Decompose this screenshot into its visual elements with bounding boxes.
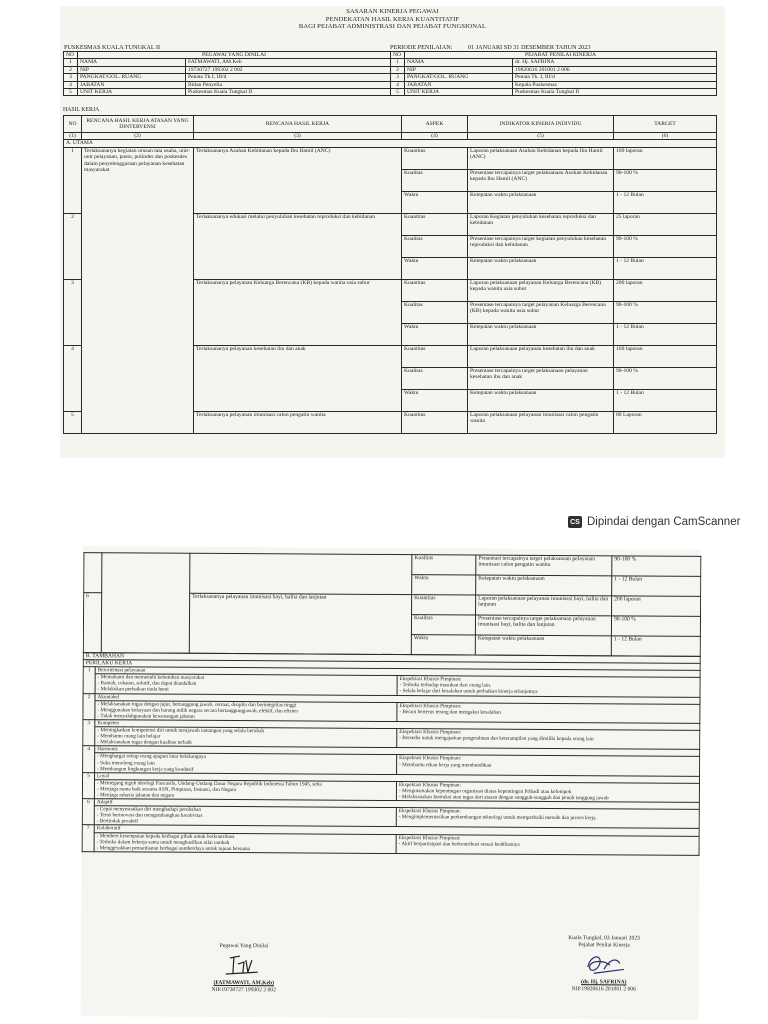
signature-left-nip: NIP.19730727 199302 2 002 [211,986,276,994]
perilaku-behavior-line: - Suka menolong orang lain [97,759,155,767]
header-line-2: PENDEKATAN HASIL KERJA KUANTITATIF [325,15,460,23]
signature-left [189,943,299,995]
header-rencana-atasan: RENCANA HASIL KERJA ATASAN YANG DINTERVENSI [82,116,194,133]
signature-right [539,935,669,994]
perilaku-behavior-line: - Terus berinovasi dan mengembangkan kreativitas [96,812,203,820]
period-label: PERIODE PENILAIAN: [390,44,453,51]
expectation-line: Ekspektasi Khusus Pimpinan: [399,676,462,683]
perilaku-behavior-line: - Tidak menyalahgunakan kewenangan jabatan [97,713,195,720]
expectation-line: Ekspektasi Khusus Pimpinan: [399,729,462,736]
info-right-title: PEJABAT PENILAI KINERJA [405,52,717,59]
target-cell: 90-100 % [611,616,700,637]
item-number: 5 [64,411,82,433]
perilaku-expectation [396,808,699,829]
header-aspek: ASPEK [402,116,468,133]
perilaku-behaviors [95,753,397,774]
header-target: TARGET [614,116,717,133]
expectation-line: Ekspektasi Khusus Pimpinan: [399,755,462,762]
aspek-cell: Kualitas [402,169,468,191]
expectation-line: Ekspektasi Khusus Pimpinan: [398,781,461,789]
perilaku-behavior-line: - Meningkatkan kompetensi diri untuk menjawab tantangan yang selalu berubah [97,727,265,735]
perilaku-behavior-line: - Melaksanakan tugas dengan jujur, bertanggung jawab, cermat, disiplin dan berintegritas tinggi [97,700,297,709]
expectation-line: - Berani berterus terang dan mengakui kesalahan [399,708,501,716]
indikator-cell: Presentase tercapainya target pelaksanaan Asuhan Kebidanan kepada Ibu Hamil (ANC) [468,169,614,191]
target-cell: 80 Laporan [614,411,717,433]
column-number: (1) [64,133,82,140]
rencana-hasil-kerja: Terlaksananya pelayanan imunisasi bayi, balita dan lanjutan [189,593,411,654]
indikator-cell: Laporan pelaksanaan pelayanan imunisasi calon pengatin wanita [468,411,614,433]
info-row-value-right: dr. Hj. SAFRINA [513,59,717,66]
info-row-number-right: 3 [391,74,405,81]
signature-left-name: (FATMAWATI, AM.Keb) [213,979,275,987]
camscanner-text: Dipindai dengan CamScanner [587,516,741,528]
perilaku-behaviors [94,832,396,853]
info-row-number-right: 1 [391,59,405,66]
expectation-line: - Mengimplementasikan perkembangan teknologi untuk memperbaiki metode dan proses kerja. [398,814,597,822]
perilaku-behavior-line: - Bertindak proaktif [96,818,138,825]
perilaku-expectation [397,676,700,697]
camscanner-watermark [568,516,740,528]
target-cell: 90-100 % [614,235,717,257]
info-row-key: UNIT KERJA [78,89,186,96]
target-cell: 160 laporan [614,147,717,169]
category-utama-row [64,140,717,147]
perilaku-number: 5 [82,772,94,798]
info-left-title: PEGAWAI YANG DINILAI [78,52,391,59]
info-row-number-right: 2 [391,66,405,73]
info-table [63,51,717,96]
expectation-line: Ekspektasi Khusus Pimpinan: [399,702,462,710]
perilaku-behavior-line: - Menghargai setiap orang apapun latar belakangnya [97,753,206,761]
perilaku-behaviors [94,806,396,827]
info-row-value-right: Penata Tk. I, III/d [513,74,717,81]
target-cell: 90-100 % [614,367,717,389]
header-no: NO [64,116,82,133]
document-page-2 [81,546,702,1020]
target-cell: 1 - 12 Bulan [614,323,717,345]
aspek-cell: Waktu [402,389,468,411]
indikator-cell: Laporan pelaksanaan pelayanan Keluarga Berencana (KB) kepada wanita usia subur [468,279,614,301]
indikator-cell: Ketepatan waktu pelaksanaan [475,635,611,656]
aspek-cell: Kualitas [402,367,468,389]
info-row-key-right: JABATAN [405,81,513,88]
aspek-cell: Waktu [411,635,475,655]
target-cell: 1 - 12 Bulan [614,257,717,279]
aspek-cell: Kualitas [411,615,475,635]
aspek-cell: Waktu [402,191,468,213]
expectation-line: Ekspektasi Khusus Pimpinan: [398,808,461,815]
indikator-cell: Presentasi tercapainya target pelaksanaan pelayanan imunisasi calon pengatin wanita [476,555,612,576]
perilaku-expectation [397,702,700,723]
hasil-kerja-table [63,115,717,434]
signature-right-nip: NIP.19820616 201001 2 006 [571,986,636,993]
expectation-line: - Melaksanakan Instruksi atau tugas dari atasan dengan sungguh-sungguh dan penuh tanggung jawab [398,794,609,802]
perilaku-behaviors [95,674,397,695]
rencana-continued [190,553,412,594]
camscanner-logo-icon: CS [568,516,582,528]
rencana-hasil-kerja: Terlaksananya pelayanan imunisasi calon pengatin wanita [194,411,402,433]
column-number: (3) [194,133,402,140]
aspek-cell: Kuantitas [402,147,468,169]
item-number: 2 [64,213,82,279]
indikator-cell: Presentase tercapainya target pelayanan Keluarga Berencana (KB) kepada wanita usia subur [468,301,614,323]
perilaku-behavior-line: - Menjaga rahasia jabatan dan negara [96,792,175,799]
perilaku-behavior-line: - Cepat menyesuaikan diri menghadapi perubahan [96,806,202,813]
expectation-line: - Membantu rekan kerja yang membutuhkan [399,761,492,769]
page-gap [0,460,768,548]
info-row-key-right: PANGKAT/GOL. RUANG [405,74,513,81]
org-name: PUSKESMAS KUALA TUNGKAL II [64,44,161,51]
aspek-cell: Kuantitas [402,279,468,301]
indikator-cell: Presentase tercapainya target pelaksanaan pelayanan imunisasi bayi, balita dan lanjutan [475,615,611,636]
info-row-value: Penata Tk.I, III/d [186,74,391,81]
indikator-cell: Laporan pelaksanaan pelayanan kesehatan ibu dan anak [468,345,614,367]
header-line-3: BAGI PEJABAT ADMINISTRASI DAN PEJABAT FUNGSIONAL [298,23,487,30]
aspek-cell: Kualitas [402,235,468,257]
info-row-number: 1 [64,59,78,66]
perilaku-behavior-line: - Menggerakkan pemanfaatan berbagai sumberdaya untuk tujuan bersama [96,844,251,852]
indikator-cell: Laporan Kegiatan penyuluhan kesehatan reproduksi dan kebidanan [468,213,614,235]
aspek-cell: Waktu [402,257,468,279]
target-cell: 1 - 12 Bulan [611,636,700,657]
info-row [64,59,717,66]
perilaku-name: Loyal [95,772,700,783]
target-cell: 160 laporan [614,345,717,367]
signature-right-name: (dr. Hj. SAFRINA) [581,979,627,986]
hasil-kerja-table-continued [83,552,702,657]
perilaku-expectation [397,755,700,776]
perilaku-name: Kompeten [95,720,700,731]
signature-left-title: Pegawai Yang Dinilai [219,942,269,950]
perilaku-behaviors [94,779,396,800]
perilaku-name: Harmonis [95,746,700,757]
column-number-row [64,133,717,140]
perilaku-detail-row [82,832,699,855]
info-row-key: NIP [78,66,186,73]
hasil-kerja-title: HASIL KERJA [63,107,100,113]
rencana-hasil-kerja: Terlaksananya Asuhan Kebidanan kepada Ibu Hamil (ANC) [194,147,402,213]
perilaku-behavior-line: - Melakukan perbaikan tiada henti [97,686,169,694]
target-cell: 1 - 12 Bulan [614,389,717,411]
perilaku-expectation [396,781,699,802]
indikator-cell: Ketepatan waktu pelaksanaan [476,575,612,596]
perilaku-name: Akuntabel [95,693,700,704]
info-row-number-right: 4 [391,81,405,88]
aspek-cell: Kuantitas [402,345,468,367]
rencana-hasil-kerja: Terlaksananya pelayanan Keluarga Berencana (KB) kepada wanita usia subur [194,279,402,345]
info-row-key-right: NIP [405,66,513,73]
info-title-row [64,52,717,59]
indikator-cell: Ketepatan waktu pelaksanaan [468,257,614,279]
indikator-cell: Laporan pelaksanaan pelayanan imunisasi bayi, balita dan lanjutan [476,595,612,616]
signature-right-mark [580,951,628,977]
info-row-value: Puskesmas Kuala Tungkal II [186,89,391,96]
perilaku-behavior-line: - Terbuka dalam bekerja sama untuk menghasilkan nilai tambah [96,838,230,846]
info-row-number: 3 [64,74,78,81]
perilaku-name: Berorientasi pelayanan [95,667,700,678]
perilaku-expectation [397,729,700,750]
perilaku-table [82,652,701,856]
info-row-value-right: Puskesmas Kuala Tungkal II [513,89,717,96]
hasil-kerja-header-row [64,116,717,133]
header-line-1: SASARAN KINERJA PEGAWAI [346,8,439,15]
info-row-value-right: Kepala Puskesmas [513,81,717,88]
document-page-1 [60,6,725,458]
item-number: 4 [64,345,82,411]
perilaku-number: 1 [83,667,95,693]
perilaku-behaviors [95,727,397,748]
perilaku-behaviors [95,700,397,721]
info-row [64,74,717,81]
indikator-cell: Presentase tercapainya target pelaksanaan pelayanan kesehatan ibu dan anak [468,367,614,389]
rencana-hasil-kerja: Terlaksananya pelayanan kesehatan ibu dan anak [194,345,402,411]
aspek-cell: Kualitas [412,555,476,575]
header-rencana: RENCANA HASIL KERJA [194,116,402,133]
info-no-label: NO [64,52,78,59]
target-cell: 25 laporan [614,213,717,235]
aspek-cell: Waktu [402,323,468,345]
info-row-key: PANGKAT/GOL. RUANG [78,74,186,81]
info-row-value: FATMAWATI, AM.Keb [186,59,391,66]
aspek-cell: Kuantitas [402,411,468,433]
expectation-line: - Bersedia untuk mengajarkan pengetahuan dan keterampilan yang dimiliki kepada orang lain [399,735,594,743]
target-cell: 200 laporan [614,279,717,301]
period-value: 01 JANUARI SD 31 DESEMBER TAHUN 2023 [468,44,591,51]
info-row-number: 5 [64,89,78,96]
aspek-cell: Kuantitas [402,213,468,235]
category-utama: A. UTAMA [64,140,717,147]
perilaku-behavior-line: - Melaksanakan tugas dengan kualitas terbaik [97,739,192,747]
signature-place-date: Kuala Tungkal, 03 Januari 2023 [568,935,640,942]
perilaku-number: 7 [82,825,94,851]
perilaku-number: 6 [82,799,94,825]
target-cell: 200 laporan [612,596,701,617]
item-number: 6 [83,593,101,653]
perilaku-expectation [396,834,699,855]
target-cell: 90-100 % [614,301,717,323]
expectation-line: Ekspektasi Khusus Pimpinan: [398,834,461,841]
info-row-value: 19730727 199302 2 002 [186,66,391,73]
perilaku-title: PERILAKU KERJA [83,660,700,671]
perilaku-number: 4 [83,746,95,772]
perilaku-behavior-line: - Memegang teguh ideologi Pancasila, Undang-Undang Dasar Negara Republik Indonesia Tahun 1945, setia [96,779,322,788]
column-number: (2) [82,133,194,140]
expectation-line: - Terbuka terhadap masukan dari orang lain. [399,682,492,689]
perilaku-name: Kolaboratif [94,825,699,836]
indikator-cell: Ketepatan waktu pelaksanaan [468,323,614,345]
info-row-number: 4 [64,81,78,88]
info-row-value-right: 19820616 201001 2 006 [513,66,717,73]
column-number: (4) [402,133,468,140]
signature-right-title: Pejabat Penilai Kinerja [578,942,630,949]
target-cell: 90-100 % [614,169,717,191]
perilaku-number: 2 [83,693,95,719]
aspek-cell: Kuantitas [412,595,476,615]
info-row-key: NAMA [78,59,186,66]
document-header [60,8,725,31]
perilaku-behavior-line: - Memahami dan memenuhi kebutuhan masyarakat [97,674,205,682]
item-number: 1 [64,147,82,213]
item-number: 3 [64,279,82,345]
item-number-continued [84,553,102,593]
info-row-key-right: UNIT KERJA [405,89,513,96]
info-row-key: JABATAN [78,81,186,88]
expectation-line: - Mengutamakan kepentingan organisasi diatas kepentingan Pribadi atau kelompok [398,787,572,795]
info-row-number-right: 5 [391,89,405,96]
rencana-atasan-cell: Terlaksananya kegiatan urusan tata usaha, unit-unit pelayanan, pustu, polindes dan poskesdes dalam penyelenggaraan pelayanan kesehatan masyarakat [82,147,194,433]
info-no-label-right: NO [391,52,405,59]
hasil-kerja-row-continued [84,553,701,577]
indikator-cell: Ketepatan waktu pelaksanaan [468,389,614,411]
indikator-cell: Laporan pelaksanaan Asuhan Kebidanan kepada Ibu Hamil (ANC) [468,147,614,169]
info-row [64,66,717,73]
aspek-cell: Waktu [412,575,476,595]
info-row-key-right: NAMA [405,59,513,66]
info-row-number: 2 [64,66,78,73]
aspek-cell: Kualitas [402,301,468,323]
perilaku-behavior-line: - Ramah, cekatan, solutif, dan dapat diandalkan [97,680,197,688]
info-row [64,81,717,88]
column-number: (6) [614,133,717,140]
expectation-line: - Aktif berpartisipasi dan berkontribusi sesuai keahliannya [398,840,520,848]
indikator-cell: Ketepatan waktu pelaksanaan [468,191,614,213]
info-row [64,89,717,96]
signature-left-mark [224,952,264,978]
perilaku-behavior-line: - Menggunakan kekayaan dan barang milik negara secara bertanggungjawab, efektif, dan efisien [97,706,298,715]
rencana-atasan-continued [101,553,190,654]
column-number: (5) [468,133,614,140]
target-cell: 90-100 % [612,556,701,577]
perilaku-behavior-line: - Membangun lingkungan kerja yang kondusif [97,765,194,773]
rencana-hasil-kerja: Terlaksananya edukasi melalui penyuluhan kesehatan reproduksi dan kebidanan [194,213,402,279]
perilaku-number: 3 [83,720,95,746]
target-cell: 1 - 12 Bulan [614,191,717,213]
indikator-cell: Presentase tercapainya target kegiatan penyuluhan kesehatan reproduksi dan kebidanan [468,235,614,257]
hasil-kerja-row [64,147,717,169]
perilaku-name: Adaptif [94,799,699,810]
perilaku-behavior-line: - Menjaga nama baik sesama ASN, Pimpinan, Instansi, dan Negara [96,786,237,793]
target-cell: 1 - 12 Bulan [612,576,701,597]
header-indikator: INDIKATOR KINERJA INDIVIDU [468,116,614,133]
category-tambahan: B. TAMBAHAN [83,653,700,664]
info-row-value: Bidan Penyelia [186,81,391,88]
perilaku-behavior-line: - Memberi kesempatan kepada berbagai pihak untuk berkontribusi [96,832,235,840]
expectation-line: - Selalu belajar dari kesalahan untuk perbaikan kinerja selanjutnya [399,688,538,696]
perilaku-behavior-line: - Membantu orang lain belajar [97,733,161,740]
